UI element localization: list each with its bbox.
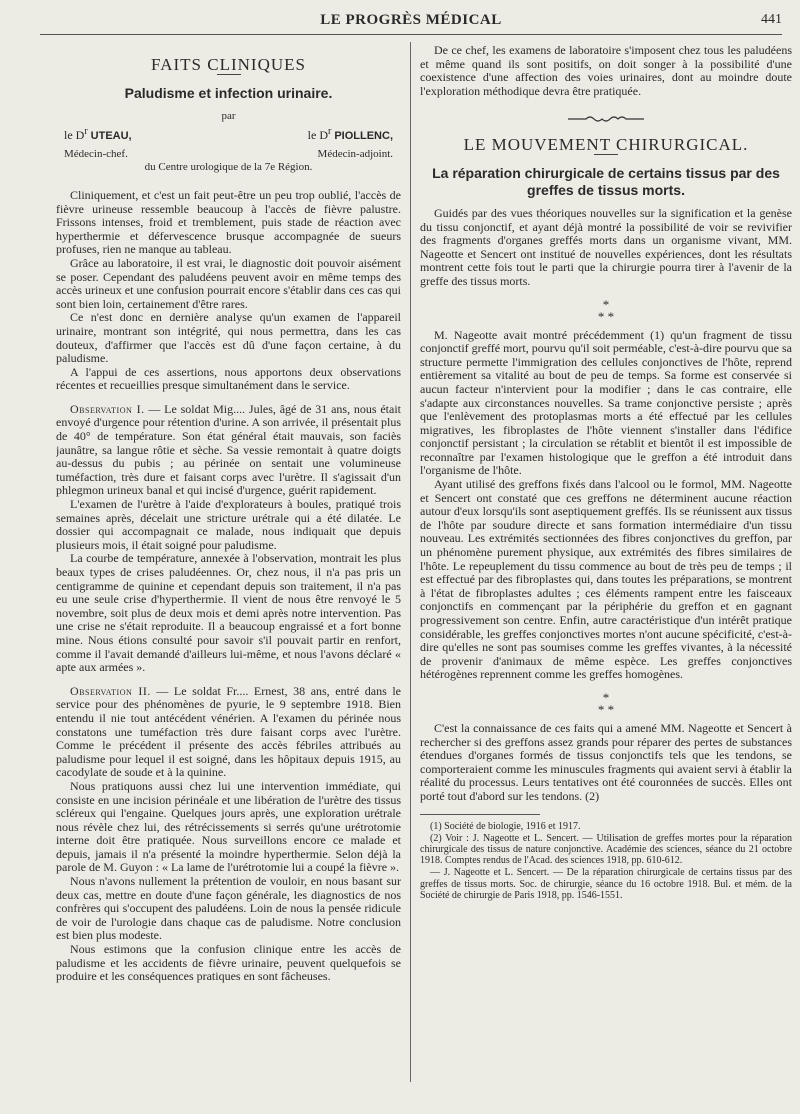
section-title-mouvement-chirurgical: LE MOUVEMENT CHIRURGICAL.	[463, 135, 749, 155]
paragraph: Nous n'avons nullement la prétention de vouloir, en nous basant sur deux cas, mettre en doute d'une façon générale, les diagnostics de nos confrères qui s'occupent des paludéens. Loin de nous la pensée ridicule de voir de l'urologie dans chaque cas de paludisme. Notre conclusion est bien plus modeste.	[56, 874, 401, 943]
paragraph: Cliniquement, et c'est un fait peut-être un peu trop oublié, l'accès de fièvre urineuse ressemble beaucoup à l'accès de fièvre palustre. Frissons intenses, froid et tremblement, puis stade de réaction avec hyperthermie et défervescence brusque accompagnée de sueurs profuses, rien ne manque au tableau.	[56, 187, 401, 257]
section-rule	[594, 154, 618, 155]
left-column	[56, 44, 401, 1094]
asterism	[420, 296, 792, 324]
paragraph: Nous estimons que la confusion clinique entre les accès de paludisme et les accidents de fièvre urinaire, peuvent quelquefois se produire et les conséquences pratiques en sont fâcheuses.	[56, 942, 401, 984]
author-1	[64, 125, 132, 144]
page-number: 441	[761, 12, 782, 27]
article-title-reparation: La réparation chirurgicale de certains tissus par des greffes de tissus morts.	[432, 164, 780, 198]
author-1-role: Médecin-chef.	[64, 147, 128, 160]
author-2-sup: r	[327, 126, 332, 138]
footnote-rule	[420, 814, 540, 815]
right-column	[420, 44, 792, 1094]
paragraph: M. Nageotte avait montré précédemment (1) qu'un fragment de tissu conjonctif greffé mort, pourvu qu'il soit perméable, c'est-à-dire pourvu que sa structure permette l'immigration des cellules conjonctives de l'hôte, reprend entièrement sa vitalité au bout de peu de temps. Sa forme est conservée si aucun facteur n'intervient pour la modifier ; dans le cas contraire, elle s'adapte aux circonstances nouvelles. Sa trame conjonctive persiste ; après que l'enlèvement des protoplasmas morts a été effectué par les cellules migratives, les fibroplastes de l'hôte viennent s'installer dans l'édifice conjonctif persistant ; la circulation se rétablit et bientôt il est impossible de reconnaître par l'examen histologique que le greffon a été introduit dans l'organisme de l'hôte.	[420, 327, 792, 478]
paragraph: Nous pratiquons aussi chez lui une intervention immédiate, qui consiste en une incision périnéale et une libération de l'urètre des tissus scléreux qui l'engaine. Quelques jours après, une exploration urétrale nous révèle chez lui, des rétrécissements si serrés qu'une urétrotomie interne doit être pratiquée. Nous surveillons encore ce malade et depuis, jamais il n'a présenté la moindre hyperthermie. Selon déjà la parole de M. Guyon : « La lame de l'urétrotomie lui a coupé la fièvre ».	[56, 778, 401, 875]
paragraph: Ayant utilisé des greffons fixés dans l'alcool ou le formol, MM. Nageotte et Sencert ont constaté que ces greffons ne déterminent aucune réaction autour d'eux lorsqu'ils sont aseptiquement greffés. Ils se réunissent aux tissus de l'hôte par soudure directe et sans formation intermédiaire d'un tissu nouveau. Les extrémités sectionnées des fibres conjonctives du greffon, par un phénomène purement physique, aux extrémités des fibres similaires de l'hôte. Le repeuplement du tissu commence au bout de très peu de temps ; il est effectué par des fibroplastes qui, dans toutes les préparations, se montrent à l'état de fibroplastes adultes ; ces éléments rampent entre les faisceaux conjonctifs en commençant par la périphérie du greffon et en gagnant progressivement son centre. Enfin, autre caractéristique d'un intérêt pratique considérable, les greffes conjonctives mortes n'ont aucune spécificité, c'est-à-dire qu'elles ne sont pas soumises comme les greffes vivantes, à la nécessité de provenir d'animaux de même espèce. Les greffes conjonctives hétérogènes reprennent comme les greffes homogènes.	[420, 477, 792, 682]
paragraph: Ce n'est donc en dernière analyse qu'un examen de l'appareil urinaire, montrant son intégrité, qui nous permettra, dans les cas douteux, d'affirmer que l'accès est dû d'une façon certaine, à du paludisme.	[56, 310, 401, 366]
byline-par: par	[221, 109, 236, 122]
section-title-faits-cliniques: FAITS CLINIQUES	[151, 55, 306, 74]
paragraph: Guidés par des vues théoriques nouvelles sur la signification et la genèse du tissu conjonctif, et ayant déjà montré la possibilité de voir se revivifier des fragments d'organes greffés morts dans un organisme vivant, MM. Nageotte et Sencert ont institué de nouvelles expériences, dont les résultats montrent cette fois tout le parti que la chirurgie pourra tirer à l'avenir de la greffe des tissus morts.	[420, 205, 792, 288]
footnote-1: (1) Société de biologie, 1916 et 1917.	[430, 820, 581, 832]
paragraph: Grâce au laboratoire, il est vrai, le diagnostic doit pouvoir aisément se poser. Cependant des paludéens peuvent avoir en même temps des accès urineux et une confusion pourrait encore s'établir dans ces cas qui sont bien loin, certainement d'être rares.	[56, 255, 401, 311]
observation-1	[56, 403, 401, 498]
footnote-3: — J. Nageotte et L. Sencert. — De la réparation chirurgicale de certains tissus par des greffes de tissus morts. Soc. de chirurgie, séance du 16 octobre 1918. Bul. et mém. de la Société de chirurgie de Paris 1918, pp. 1546-1551.	[420, 867, 792, 901]
author-2-name: PIOLLENC,	[334, 130, 393, 143]
author-2	[308, 125, 393, 144]
author-1-sup: r	[84, 126, 88, 138]
asterism-top: *	[602, 296, 610, 312]
footnotes	[420, 821, 792, 901]
authors-line	[64, 125, 393, 144]
column-divider	[410, 42, 411, 1082]
journal-title: LE PROGRÈS MÉDICAL	[320, 12, 502, 28]
affiliation: du Centre urologique de la 7e Région.	[144, 161, 313, 174]
ornament-swirl-icon	[566, 114, 646, 124]
article-title-paludisme: Paludisme et infection urinaire.	[124, 84, 333, 101]
observation-2-text: — Le soldat Fr.... Ernest, 38 ans, entré dans le service pour des phénomènes de pyurie, le 9 septembre 1918. Bien entendu il nie tout antécédent vénérien. A l'examen du périnée nous constatons une tuméfaction très dure faisant corps avec l'urètre. Comme le précédent il présente des accès fébriles attribués au paludisme pour lequel il est soigné, dans les hôpitaux depuis 1915, au cacodylate de soude et à la quinine.	[56, 683, 401, 780]
asterism	[420, 689, 792, 717]
observation-1-label: Observation I.	[70, 401, 145, 416]
asterism-bottom: * *	[597, 701, 615, 717]
author-1-name: UTEAU,	[90, 130, 132, 143]
author-2-role: Médecin-adjoint.	[317, 147, 393, 160]
author-1-prefix: le D	[64, 128, 85, 143]
observation-2	[56, 685, 401, 780]
ornament-divider	[420, 114, 792, 124]
observation-1-text: — Le soldat Mig.... Jules, âgé de 31 ans, nous était envoyé d'urgence pour rétention d'urine. A son arrivée, il présentait plus de 40° de température. Son état général était mauvais, son faciès jaunâtre, sa langue rôtie et sèche. Sa vessie remontait à quatre doigts au-dessus du pubis ; au périnée on sentait une volumineuse tuméfaction, très dure et faisant corps avec l'urètre. Il s'agissait d'un phlegmon urineux banal et qui incisé d'urgence, guérit rapidement.	[56, 401, 401, 498]
paragraph: A l'appui de ces assertions, nous apportons deux observations récentes et recueillies presque simultanément dans le service.	[56, 364, 401, 393]
paragraph: La courbe de température, annexée à l'observation, montrait les plus beaux types de crises paludéennes. Or, chez nous, il n'a pas pris un centigramme de quinine et cependant depuis son traitement, il n'a pas eu une seule crise d'hyperthermie. Il vient de nous être renvoyé le 5 novembre, soit plus de deux mois et demi après notre intervention. Pas une crise ne s'était reproduite. Il a beaucoup engraissé et a fort bonne mine. Nous étions consulté pour savoir s'il pouvait partir en renfort, comme il l'avait demandé d'ailleurs lui-même, et nous l'avons déclaré « apte aux armées ».	[56, 551, 401, 675]
asterism-top: *	[602, 689, 610, 705]
footnote-2: (2) Voir : J. Nageotte et L. Sencert. — Utilisation de greffes mortes pour la réparation chirurgicale des tissus de nature conjonctive. Académie des sciences, séance du 21 octobre 1918. Comptes rendus de l'Acad. des sciences 1918, pp. 610-612.	[420, 832, 792, 867]
paragraph: L'examen de l'urètre à l'aide d'explorateurs à boules, pratiqué trois semaines après, décelait une stricture urétrale qui a été dilatée. Le dossier qui accompagnait ce malade, nous indiquait que depuis plusieurs mois, il était soigné pour paludisme.	[56, 497, 401, 552]
observation-2-label: Observation II.	[70, 683, 151, 698]
header-rule	[40, 34, 782, 35]
running-head	[40, 10, 782, 34]
paragraph: C'est la connaissance de ces faits qui a amené MM. Nageotte et Sencert à rechercher si des greffons assez grands pour réparer des pertes de substances étendues d'organes formés de tissus conjonctifs tels que les tendons, se comporteraient comme les minuscules fragments qui avaient servi à établir la réalité du processus. Leurs tentatives ont été couronnées de succès. Elles ont porté tout d'abord sur les tendons. (2)	[420, 720, 792, 803]
author-2-prefix: le D	[307, 128, 328, 143]
asterism-bottom: * *	[597, 308, 615, 324]
author-roles	[64, 148, 393, 162]
paragraph: De ce chef, les examens de laboratoire s'imposent chez tous les paludéens et même quand ils sont positifs, on doit songer à la possibilité d'une coexistence d'une affection des voies urinaires, dont au moindre doute l'exploration méthodique devra être pratiquée.	[420, 44, 792, 98]
